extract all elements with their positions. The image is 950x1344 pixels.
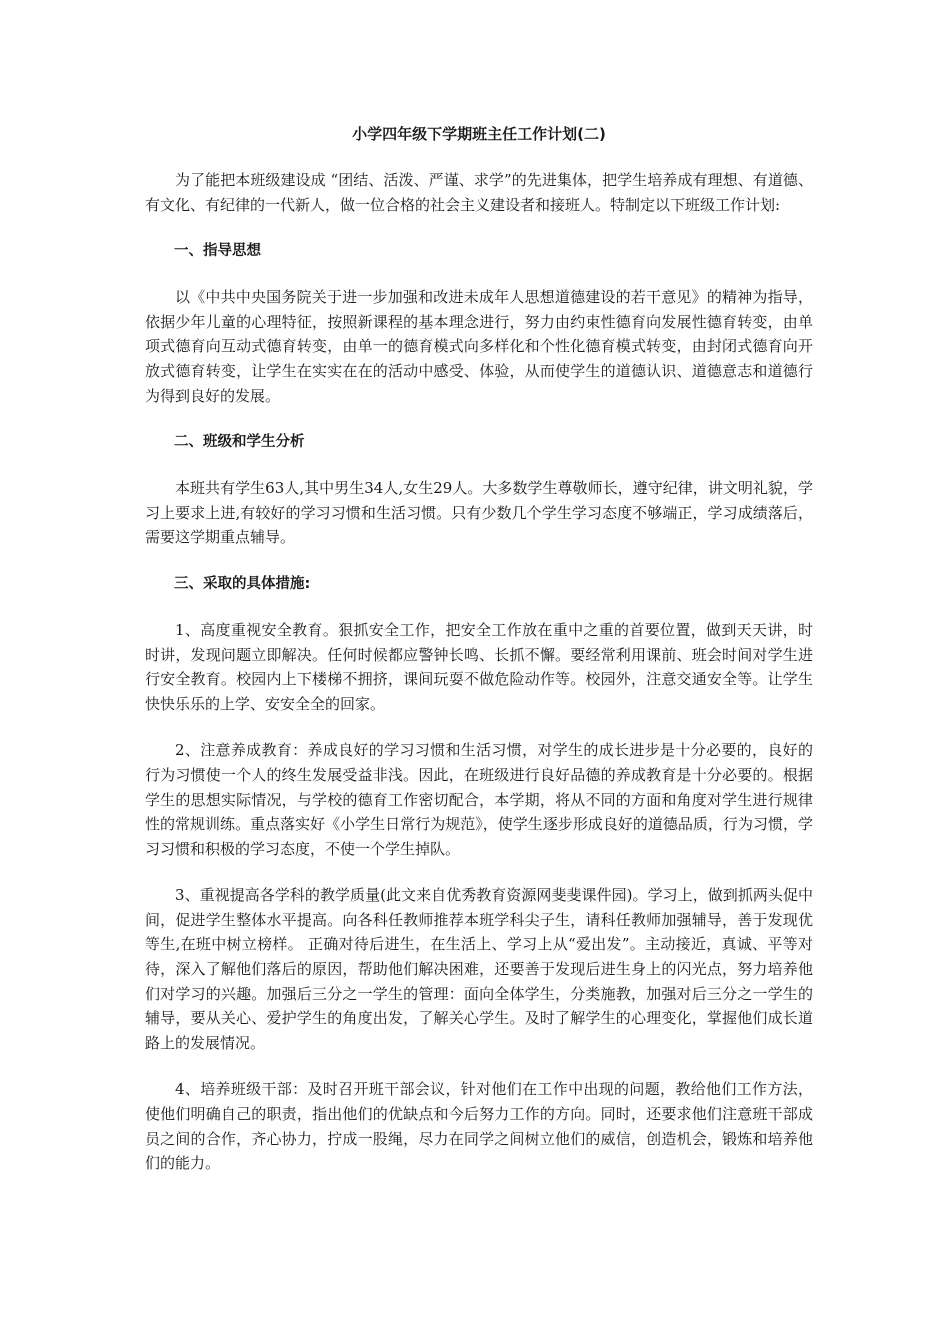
intro-paragraph: 为了能把本班级建设成 “团结、活泼、严谨、求学”的先进集体，把学生培养成有理想、有道德、有文化、有纪律的一代新人，做一位合格的社会主义建设者和接班人。特制定以下班级工作计划: — [145, 171, 813, 214]
section-heading-guiding-ideology: 一、指导思想 — [174, 243, 261, 260]
section-heading-measures: 三、采取的具体措施: — [174, 575, 311, 592]
measure-item-class-cadres: 4、培养班级干部：及时召开班干部会议，针对他们在工作中出现的问题，教给他们工作方法，使他们明确自己的职责，指出他们的优缺点和今后努力工作的方向。同时，还要求他们注意班干部成员之间的合作，齐心协力，拧成一股绳，尽力在同学之间树立他们的威信，创造机会，锻炼和培养他们的能力。 — [145, 1080, 813, 1173]
document-content — [145, 122, 813, 1198]
measure-item-teaching-quality: 3、重视提高各学科的教学质量(此文来自优秀教育资源网斐斐课件园)。学习上，做到抓两头促中间，促进学生整体水平提高。向各科任教师推荐本班学科尖子生，请科任教师加强辅导，善于发现优等生,在班中树立榜样。 正确对待后进生，在生活上、学习上从“爱出发”。主动接近，真诚、平等对待，深入了解他们落后的原因，帮助他们解决困难，还要善于发现后进生身上的闪光点，努力培养他们对学习的兴趣。加强后三分之一学生的管理：面向全体学生，分类施教，加强对后三分之一学生的辅导，要从关心、爱护学生的角度出发，了解关心学生。及时了解学生的心理变化，掌握他们成长道路上的发展情况。 — [145, 886, 813, 1052]
section-heading-class-analysis: 二、班级和学生分析 — [174, 434, 305, 451]
guiding-ideology-paragraph: 以《中共中央国务院关于进一步加强和改进未成年人思想道德建设的若干意见》的精神为指导，依据少年儿童的心理特征，按照新课程的基本理念进行，努力由约束性德育向发展性德育转变，由单项式德育向互动式德育转变，由单一的德育模式向多样化和个性化德育模式转变，由封闭式德育向开放式德育转变，让学生在实实在在的活动中感受、体验，从而使学生的道德认识、道德意志和道德行为得到良好的发展。 — [145, 288, 813, 405]
measure-item-habits: 2、注意养成教育：养成良好的学习习惯和生活习惯，对学生的成长进步是十分必要的，良好的行为习惯使一个人的终生发展受益非浅。因此，在班级进行良好品德的养成教育是十分必要的。根据学生的思想实际情况，与学校的德育工作密切配合，本学期，将从不同的方面和角度对学生进行规律性的常规训练。重点落实好《小学生日常行为规范》，使学生逐步形成良好的道德品质，行为习惯，学习习惯和积极的学习态度，不使一个学生掉队。 — [145, 741, 813, 858]
class-analysis-paragraph: 本班共有学生63人,其中男生34人,女生29人。大多数学生尊敬师长，遵守纪律，讲文明礼貌，学习上要求上进,有较好的学习习惯和生活习惯。只有少数几个学生学习态度不够端正，学习成绩落后，需要这学期重点辅导。 — [145, 479, 813, 547]
document-title: 小学四年级下学期班主任工作计划(二) — [352, 125, 606, 143]
measure-item-safety: 1、高度重视安全教育。狠抓安全工作，把安全工作放在重中之重的首要位置，做到天天讲，时时讲，发现问题立即解决。任何时候都应警钟长鸣、长抓不懈。要经常利用课前、班会时间对学生进行安全教育。校园内上下楼梯不拥挤，课间玩耍不做危险动作等。校园外，注意交通安全等。让学生快快乐乐的上学、安安全全的回家。 — [145, 620, 813, 713]
